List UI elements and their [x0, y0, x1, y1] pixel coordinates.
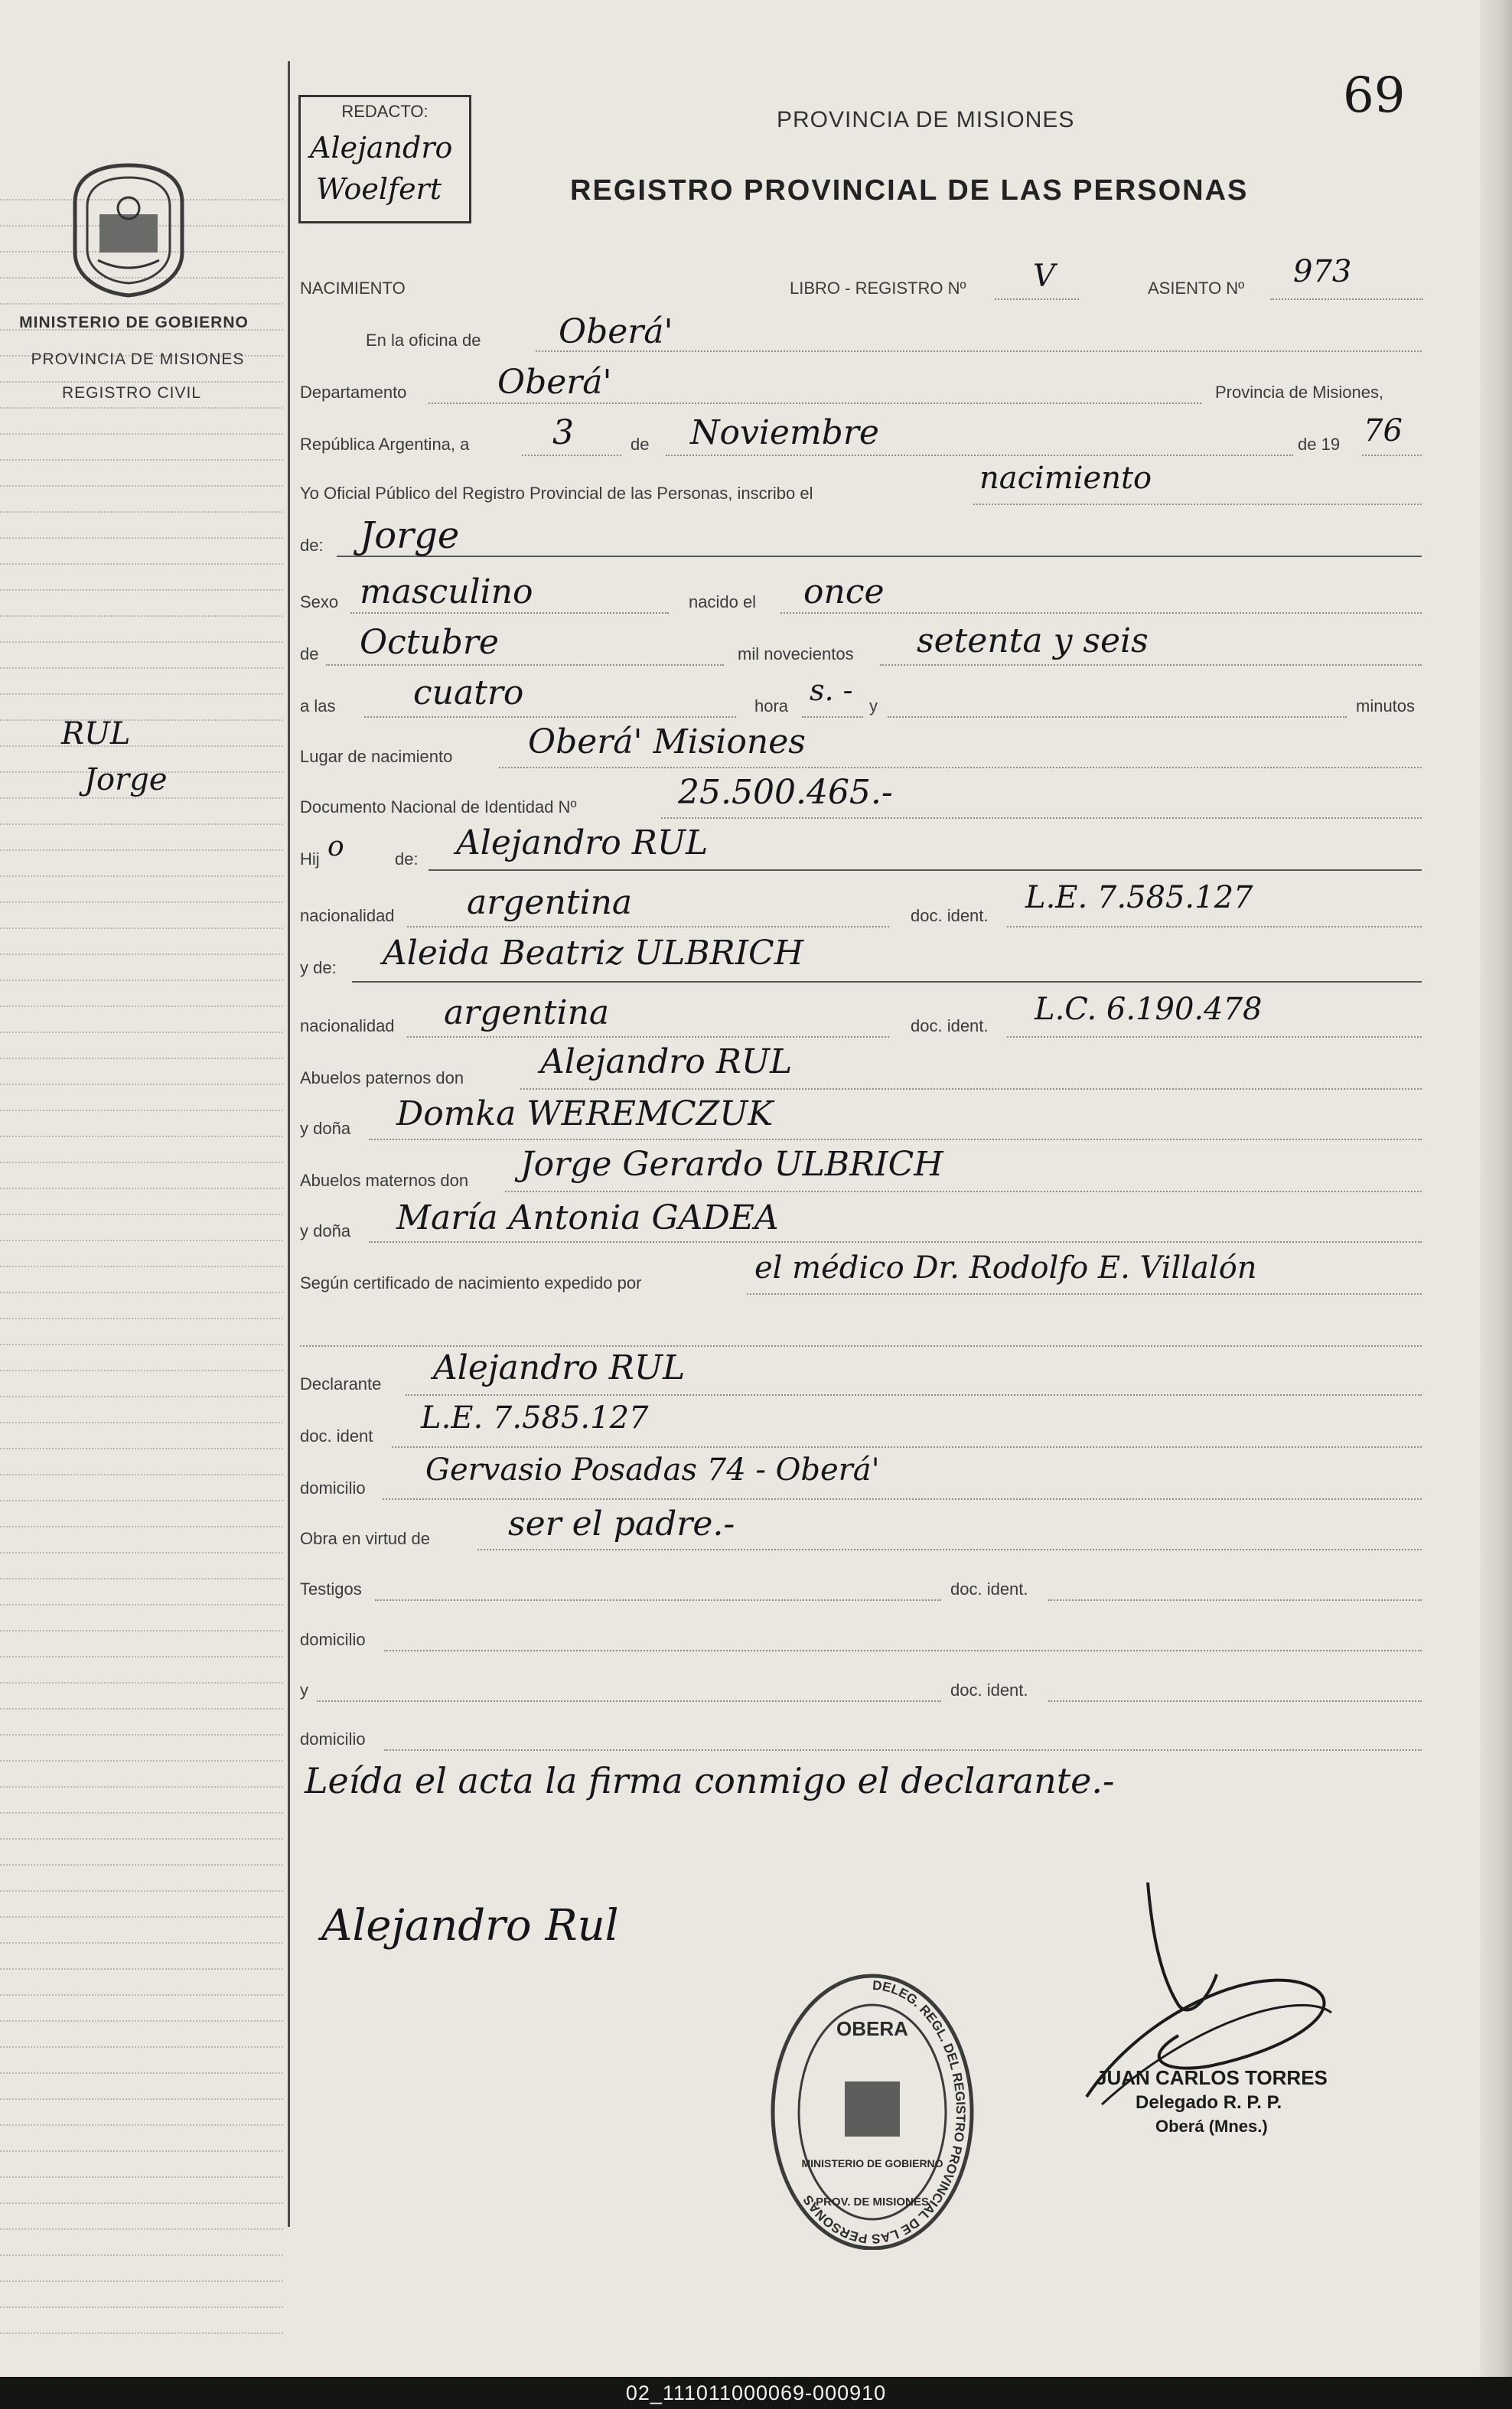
minutos-label: minutos [1356, 696, 1416, 716]
abuelos-paternos-value: Alejandro RUL [540, 1042, 793, 1081]
margin-rule [0, 1370, 283, 1371]
nacionalidad1-line [407, 926, 889, 927]
y2-label: y [300, 1680, 308, 1700]
redacto-box [298, 95, 471, 223]
de3-label: de [300, 644, 319, 663]
month-line [666, 455, 1293, 456]
margin-rule [0, 849, 283, 851]
margin-rule [0, 1240, 283, 1241]
stamp-inner-text: MINISTERIO DE GOBIERNO [801, 2157, 943, 2169]
margin-line [288, 61, 290, 2227]
margin-rule [0, 1578, 283, 1579]
departamento-value: Oberá' [497, 363, 612, 402]
margin-rule [0, 1318, 283, 1319]
margin-rule [0, 1110, 283, 1111]
docident2-line [1048, 1599, 1422, 1601]
asiento-label: ASIENTO Nº [1148, 279, 1245, 298]
domicilio3-line [384, 1749, 1422, 1751]
obra-line [477, 1549, 1422, 1550]
book-page-edge [1480, 0, 1512, 2377]
docid1-line [1007, 926, 1422, 927]
nacionalidad2-label: nacionalidad [300, 1016, 395, 1035]
margin-rule [0, 303, 283, 305]
lugar-value: Oberá' Misiones [528, 722, 806, 761]
stamp-ring-text: DELEG. REGL. DEL REGISTRO PROVINCIAL DE LAS PERSONAS [800, 1977, 969, 2247]
hora-line [364, 716, 736, 718]
margin-rule [0, 2176, 283, 2178]
abuelos-paternos-label: Abuelos paternos don [300, 1068, 464, 1087]
domicilio-value: Gervasio Posadas 74 - Oberá' [425, 1452, 880, 1488]
abuela-paterna-line [369, 1139, 1422, 1140]
hora-extra-line [802, 716, 863, 718]
certificado-label: Según certificado de nacimiento expedido por [300, 1273, 642, 1293]
nacimiento-label: NACIMIENTO [300, 279, 406, 298]
hijo-label: Hij [300, 849, 320, 869]
closing-statement: Leída el acta la firma conmigo el declarante.- [305, 1760, 1115, 1801]
margin-rule [0, 1994, 283, 1996]
sidebar-province: PROVINCIA DE MISIONES [31, 350, 245, 368]
margin-rule [0, 1006, 283, 1007]
libro-label: LIBRO - REGISTRO Nº [790, 279, 966, 298]
acto-line [973, 504, 1422, 505]
docident2-label: doc. ident. [950, 1579, 1028, 1599]
nacionalidad1-value: argentina [467, 883, 633, 922]
margin-rule [0, 1734, 283, 1736]
margin-rule [0, 1968, 283, 1970]
mother-value: Aleida Beatriz ULBRICH [383, 934, 804, 973]
abuelos-paternos-line [520, 1088, 1422, 1090]
margin-rule [0, 2046, 283, 2048]
margin-rule [0, 719, 283, 721]
hora-extra-value: s. - [810, 673, 853, 707]
margin-rule [0, 459, 283, 461]
y-label: y [869, 696, 878, 716]
margin-rule [0, 1474, 283, 1475]
declarante-label: Declarante [300, 1374, 382, 1394]
declarante-value: Alejandro RUL [433, 1348, 686, 1387]
yde-label: y de: [300, 958, 337, 977]
abuelos-maternos-value: Jorge Gerardo ULBRICH [520, 1145, 943, 1184]
obra-label: Obra en virtud de [300, 1529, 430, 1548]
margin-rule [0, 1136, 283, 1137]
docident3-label: doc. ident. [950, 1680, 1028, 1700]
asiento-value: 973 [1293, 254, 1352, 289]
margin-rule [0, 1292, 283, 1293]
margin-rule [0, 797, 283, 799]
nacionalidad2-line [407, 1036, 889, 1038]
margin-rule [0, 1188, 283, 1189]
margin-rule [0, 2254, 283, 2256]
margin-rule [0, 2332, 283, 2334]
father-line [429, 869, 1422, 871]
provincia-label: Provincia de Misiones, [1215, 383, 1384, 402]
margin-rule [0, 1760, 283, 1762]
margin-rule [0, 1058, 283, 1059]
margin-rule [0, 511, 283, 513]
footer-code: 02_111011000069-000910 [0, 2377, 1512, 2409]
margin-rule [0, 1552, 283, 1553]
y2-line [317, 1700, 941, 1702]
mil-label: mil novecientos [738, 644, 854, 663]
year-value: 76 [1364, 413, 1403, 448]
redacto-label: REDACTO: [341, 102, 429, 121]
nacido-line [780, 612, 1422, 614]
margin-rule [0, 1942, 283, 1944]
provincial-seal-icon [67, 161, 190, 298]
margin-rule [0, 745, 283, 747]
redacto-name-line2: Woelfert [316, 172, 442, 206]
domicilio2-label: domicilio [300, 1630, 366, 1649]
docident-label: doc. ident [300, 1426, 373, 1446]
republica-label: República Argentina, a [300, 435, 470, 454]
margin-rule [0, 1630, 283, 1632]
margin-rule [0, 1396, 283, 1397]
margin-rule [0, 901, 283, 903]
dni-line [661, 817, 1422, 819]
registry-stamp-icon [765, 1967, 979, 2250]
oficial-label: Yo Oficial Público del Registro Provincial de las Personas, inscribo el [300, 484, 813, 503]
mil-line [880, 664, 1422, 666]
yd2-label: y doña [300, 1221, 351, 1240]
docid1-value: L.E. 7.585.127 [1025, 880, 1253, 915]
margin-rule [0, 1344, 283, 1345]
nacionalidad1-label: nacionalidad [300, 906, 395, 925]
docident3-line [1048, 1700, 1422, 1702]
nacionalidad2-value: argentina [444, 993, 610, 1032]
margin-rule [0, 1864, 283, 1866]
margin-rule [0, 2228, 283, 2230]
birth-month-line [326, 664, 724, 666]
margin-rule [0, 823, 283, 825]
dni-value: 25.500.465.- [678, 773, 893, 812]
margin-rule [0, 537, 283, 539]
margin-rule [0, 1500, 283, 1501]
margin-rule [0, 1682, 283, 1684]
domicilio2-line [384, 1650, 1422, 1651]
yd1-label: y doña [300, 1119, 351, 1138]
margin-rule [0, 1838, 283, 1840]
margin-rule [0, 1266, 283, 1267]
sexo-label: Sexo [300, 592, 339, 611]
margin-rule [0, 1526, 283, 1527]
abuela-materna-value: María Antonia GADEA [396, 1198, 779, 1237]
official-title: Delegado R. P. P. [1136, 2092, 1282, 2113]
margin-rule [0, 407, 283, 409]
margin-rule [0, 1708, 283, 1710]
margin-rule [0, 1890, 283, 1892]
margin-rule [0, 1604, 283, 1605]
mil-value: setenta y seis [917, 621, 1149, 660]
margin-rule [0, 667, 283, 669]
certificado-line [747, 1293, 1422, 1295]
de2-label: de: [300, 536, 324, 555]
docident-value: L.E. 7.585.127 [421, 1400, 649, 1436]
obra-value: ser el padre.- [508, 1504, 735, 1544]
sexo-line [350, 612, 669, 614]
official-place: Oberá (Mnes.) [1155, 2117, 1268, 2136]
margin-rule [0, 1084, 283, 1085]
certificado-value: el médico Dr. Rodolfo E. Villalón [754, 1250, 1257, 1286]
nacido-label: nacido el [689, 592, 757, 611]
docident-line [392, 1446, 1422, 1448]
margin-rule [0, 953, 283, 955]
docid1-label: doc. ident. [911, 906, 989, 925]
margin-rule [0, 2306, 283, 2308]
redacto-name-line1: Alejandro [310, 131, 453, 165]
minutos-line [888, 716, 1347, 718]
name-value: Jorge [360, 514, 460, 557]
stamp-top-text: OBERA [836, 2017, 908, 2040]
sexo-value: masculino [360, 572, 533, 611]
year-prefix-label: de 19 [1298, 435, 1341, 454]
page-title: REGISTRO PROVINCIAL DE LAS PERSONAS [570, 174, 1249, 207]
margin-rule [0, 1032, 283, 1033]
margin-rule [0, 875, 283, 877]
margin-rule [0, 2098, 283, 2100]
alas-label: a las [300, 696, 336, 716]
month-value: Noviembre [690, 413, 879, 452]
margin-rule [0, 1916, 283, 1918]
mother-line [352, 981, 1422, 983]
oficina-value: Oberá' [559, 312, 673, 351]
header-province: PROVINCIA DE MISIONES [777, 107, 1075, 132]
margin-rule [0, 615, 283, 617]
departamento-line [429, 403, 1201, 404]
abuela-paterna-value: Domka WEREMCZUK [396, 1094, 774, 1133]
declarant-signature: Alejandro Rul [321, 1901, 619, 1951]
sidebar-ministry: MINISTERIO DE GOBIERNO [19, 314, 249, 331]
margin-rule [0, 1162, 283, 1163]
birth-month-value: Octubre [360, 623, 499, 662]
sidebar-registry: REGISTRO CIVIL [61, 384, 202, 402]
margin-rule [0, 563, 283, 565]
margin-rule [0, 980, 283, 981]
nacido-value: once [803, 572, 885, 611]
margin-rule [0, 1786, 283, 1788]
margin-rule [0, 2020, 283, 2022]
libro-line [995, 298, 1079, 300]
domicilio-label: domicilio [300, 1478, 366, 1498]
margin-rule [0, 485, 283, 487]
lugar-line [499, 767, 1422, 768]
day-value: 3 [552, 413, 574, 452]
abuelos-maternos-label: Abuelos maternos don [300, 1171, 469, 1190]
lugar-label: Lugar de nacimiento [300, 747, 453, 766]
day-line [522, 455, 621, 456]
domicilio-line [383, 1498, 1422, 1500]
docid2-line [1007, 1036, 1422, 1038]
official-name: JUAN CARLOS TORRES [1096, 2066, 1328, 2089]
margin-rule [0, 2280, 283, 2282]
certificado-line-2 [300, 1345, 1422, 1347]
margin-rule [0, 641, 283, 643]
margin-rule [0, 381, 283, 383]
testigos-line [375, 1599, 941, 1601]
margin-rule [0, 927, 283, 929]
acto-value: nacimiento [979, 461, 1152, 496]
margin-rule [0, 1656, 283, 1658]
hora-label: hora [754, 696, 789, 716]
de-label: de [631, 435, 650, 454]
margin-rule [0, 2072, 283, 2074]
abuela-materna-line [369, 1241, 1422, 1243]
name-line [337, 556, 1422, 557]
declarante-line [406, 1394, 1422, 1396]
year-line [1362, 455, 1422, 456]
margin-rule [0, 433, 283, 435]
oficina-label: En la oficina de [366, 331, 481, 350]
margin-rule [0, 589, 283, 591]
libro-value: V [1033, 259, 1055, 294]
margin-rule [0, 2150, 283, 2152]
margin-rule [0, 2202, 283, 2204]
page-number: 69 [1343, 67, 1406, 124]
margin-surname: RUL [61, 716, 131, 751]
margin-rule [0, 1812, 283, 1814]
margin-rule [0, 693, 283, 695]
stamp-bottom-text: PROV. DE MISIONES [816, 2195, 929, 2209]
testigos-label: Testigos [300, 1579, 362, 1599]
margin-rule [0, 1214, 283, 1215]
abuelos-maternos-line [505, 1191, 1422, 1192]
father-value: Alejandro RUL [456, 823, 709, 862]
hijo-de-label: de: [395, 849, 419, 869]
margin-rule [0, 1422, 283, 1423]
departamento-label: Departamento [300, 383, 407, 402]
docid2-label: doc. ident. [911, 1016, 989, 1035]
margin-rule [0, 1448, 283, 1449]
margin-name: Jorge [84, 762, 168, 797]
dni-label: Documento Nacional de Identidad Nº [300, 797, 577, 817]
hijo-suffix-value: o [327, 831, 344, 862]
asiento-line [1270, 298, 1423, 300]
domicilio3-label: domicilio [300, 1729, 366, 1749]
margin-rule [0, 2124, 283, 2126]
docid2-value: L.C. 6.190.478 [1035, 992, 1263, 1027]
hora-value: cuatro [413, 673, 524, 712]
